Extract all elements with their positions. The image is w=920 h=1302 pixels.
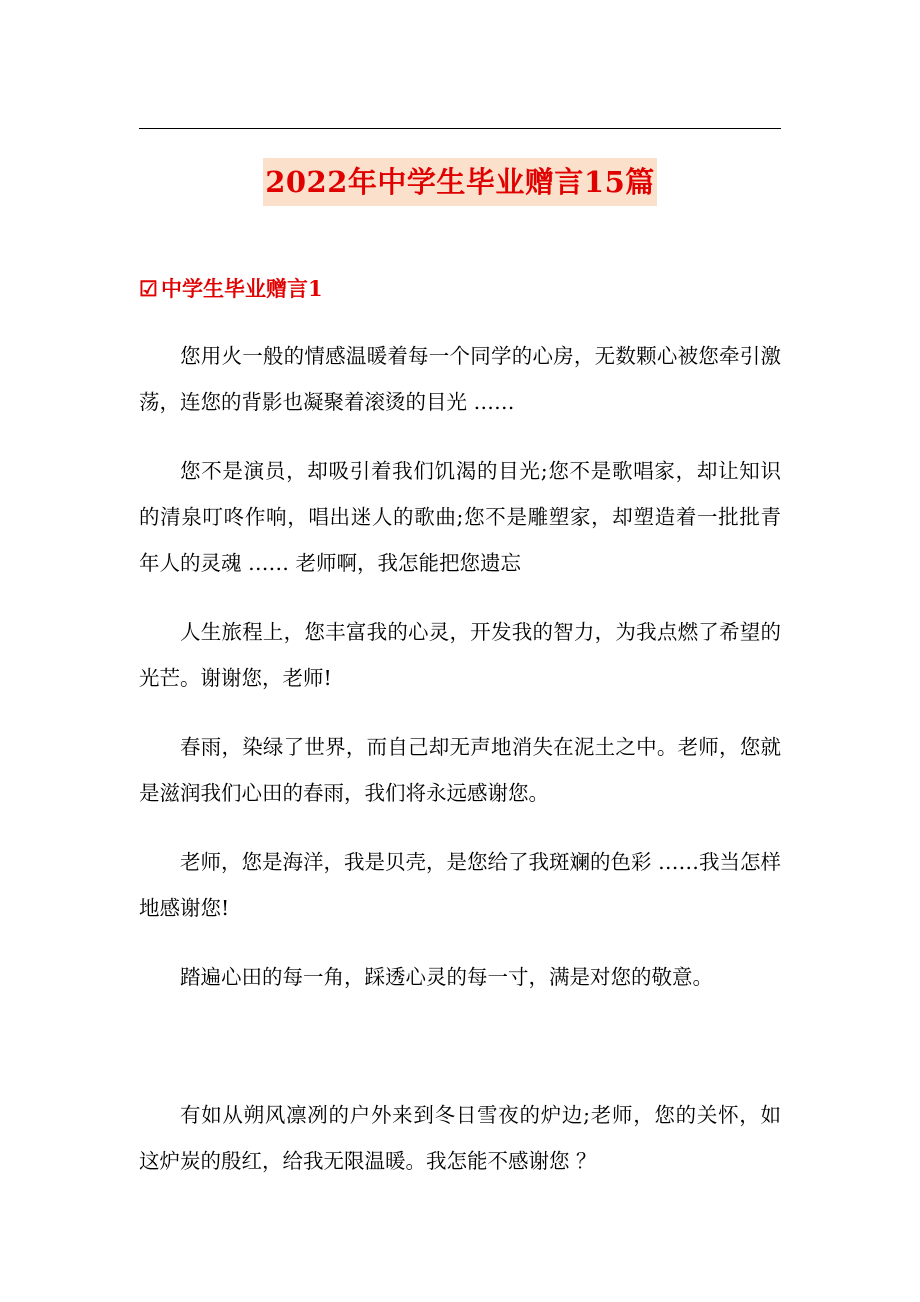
paragraph: 人生旅程上，您丰富我的心灵，开发我的智力，为我点燃了希望的光芒。谢谢您，老师! (139, 620, 781, 690)
paragraph: 您不是演员，却吸引着我们饥渴的目光;您不是歌唱家，却让知识的清泉叮咚作响，唱出迷人的歌曲;您不是雕塑家，却塑造着一批批青年人的灵魂 …… 老师啊，我怎能把您遗忘 (139, 459, 781, 575)
section-heading (139, 271, 323, 307)
paragraph: 春雨，染绿了世界，而自己却无声地消失在泥土之中。老师，您就是滋润我们心田的春雨，我们将永远感谢您。 (139, 735, 781, 805)
paragraph: 有如从朔风凛冽的户外来到冬日雪夜的炉边;老师，您的关怀，如这炉炭的殷红，给我无限温暖。我怎能不感谢您 ？ (139, 1103, 781, 1173)
page-title: 2022年中学生毕业赠言15篇 (263, 158, 657, 206)
section-heading-text: 中学生毕业赠言1 (161, 276, 323, 301)
paragraph: 您用火一般的情感温暖着每一个同学的心房，无数颗心被您牵引激荡，连您的背影也凝聚着滚烫的目光 …… (139, 344, 781, 414)
checkbox-icon: ☑ (139, 276, 158, 301)
title-container (0, 158, 920, 206)
paragraph: 老师，您是海洋，我是贝壳，是您给了我斑斓的色彩 ……我当怎样地感谢您! (139, 850, 782, 920)
paragraph: 踏遍心田的每一角，踩透心灵的每一寸，满是对您的敬意。 (180, 965, 713, 989)
header-rule (139, 128, 781, 129)
